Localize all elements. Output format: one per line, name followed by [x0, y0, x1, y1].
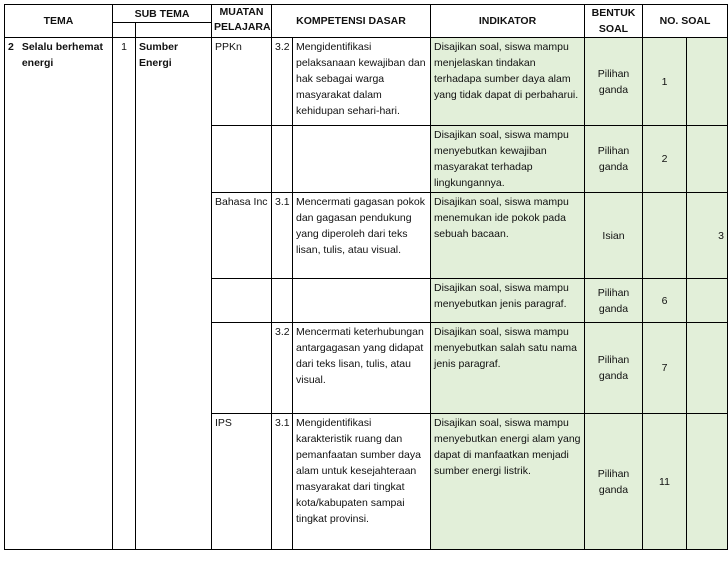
kisi-kisi-table	[4, 4, 728, 550]
indikator-cell: Disajikan soal, siswa mampu menyebutkan energi alam yang dapat di manfaatkan menjadi sumber energi listrik.	[431, 414, 585, 550]
indikator-cell: Disajikan soal, siswa mampu menjelaskan tindakan terhadapa sumber daya alam yang tidak dapat di perbaharui.	[431, 38, 585, 126]
muatan-cell	[212, 279, 272, 323]
header-bentuk-soal: BENTUK SOAL	[585, 5, 643, 38]
header-tema: TEMA	[5, 5, 113, 38]
sub-tema-name: Sumber Energi	[136, 38, 212, 550]
bentuk-soal-cell: Isian	[585, 193, 643, 279]
muatan-cell: Bahasa Inc	[212, 193, 272, 279]
kd-text-cell: Mengidentifikasi karakteristik ruang dan pemanfaatan sumber daya alam untuk kesejahteraan masyarakat dari tingkat kota/kabupaten sampai tingkat provinsi.	[293, 414, 431, 550]
no-soal-b-cell	[687, 279, 728, 323]
header-indikator: INDIKATOR	[431, 5, 585, 38]
muatan-cell	[212, 126, 272, 193]
header-row	[5, 5, 728, 23]
muatan-cell: PPKn	[212, 38, 272, 126]
kd-text-cell	[293, 279, 431, 323]
bentuk-soal-cell: Pilihan ganda	[585, 126, 643, 193]
no-soal-a-cell: 1	[643, 38, 687, 126]
bentuk-soal-cell: Pilihan ganda	[585, 323, 643, 414]
header-no-soal: NO. SOAL	[643, 5, 728, 38]
indikator-cell: Disajikan soal, siswa mampu menyebutkan salah satu nama jenis paragraf.	[431, 323, 585, 414]
no-soal-a-cell: 6	[643, 279, 687, 323]
table-row	[5, 38, 728, 126]
sub-tema-no: 1	[113, 38, 136, 550]
kd-text-cell	[293, 126, 431, 193]
bentuk-soal-cell: Pilihan ganda	[585, 279, 643, 323]
muatan-cell	[212, 323, 272, 414]
header-muatan-pelajaran: MUATAN PELAJARA	[212, 5, 272, 38]
no-soal-b-cell: 3	[687, 193, 728, 279]
no-soal-a-cell: 11	[643, 414, 687, 550]
no-soal-b-cell	[687, 126, 728, 193]
no-soal-b-cell	[687, 323, 728, 414]
header-sub-no	[113, 23, 136, 38]
bentuk-soal-cell: Pilihan ganda	[585, 38, 643, 126]
indikator-cell: Disajikan soal, siswa mampu menemukan ide pokok pada sebuah bacaan.	[431, 193, 585, 279]
no-soal-a-cell: 2	[643, 126, 687, 193]
kd-no-cell	[272, 126, 293, 193]
no-soal-a-cell: 7	[643, 323, 687, 414]
kd-text-cell: Mengidentifikasi pelaksanaan kewajiban dan hak sebagai warga masyarakat dalam kehidupan sehari-hari.	[293, 38, 431, 126]
muatan-cell: IPS	[212, 414, 272, 550]
bentuk-soal-cell: Pilihan ganda	[585, 414, 643, 550]
kd-no-cell	[272, 279, 293, 323]
tema-cell	[5, 38, 113, 550]
tema-no: 2	[8, 41, 14, 53]
kd-no-cell: 3.1	[272, 193, 293, 279]
no-soal-b-cell	[687, 38, 728, 126]
kd-no-cell: 3.1	[272, 414, 293, 550]
header-kompetensi-dasar: KOMPETENSI DASAR	[272, 5, 431, 38]
indikator-cell: Disajikan soal, siswa mampu menyebutkan kewajiban masyarakat terhadap lingkungannya.	[431, 126, 585, 193]
no-soal-b-cell	[687, 414, 728, 550]
kd-no-cell: 3.2	[272, 38, 293, 126]
indikator-cell: Disajikan soal, siswa mampu menyebutkan jenis paragraf.	[431, 279, 585, 323]
header-sub-name	[136, 23, 212, 38]
kd-no-cell: 3.2	[272, 323, 293, 414]
no-soal-a-cell	[643, 193, 687, 279]
header-sub-tema: SUB TEMA	[113, 5, 212, 23]
kd-text-cell: Mencermati keterhubungan antargagasan yang didapat dari teks lisan, tulis, atau visual.	[293, 323, 431, 414]
tema-name: Selalu berhemat energi	[21, 41, 103, 69]
kd-text-cell: Mencermati gagasan pokok dan gagasan pendukung yang diperoleh dari teks lisan, tulis, atau visual.	[293, 193, 431, 279]
